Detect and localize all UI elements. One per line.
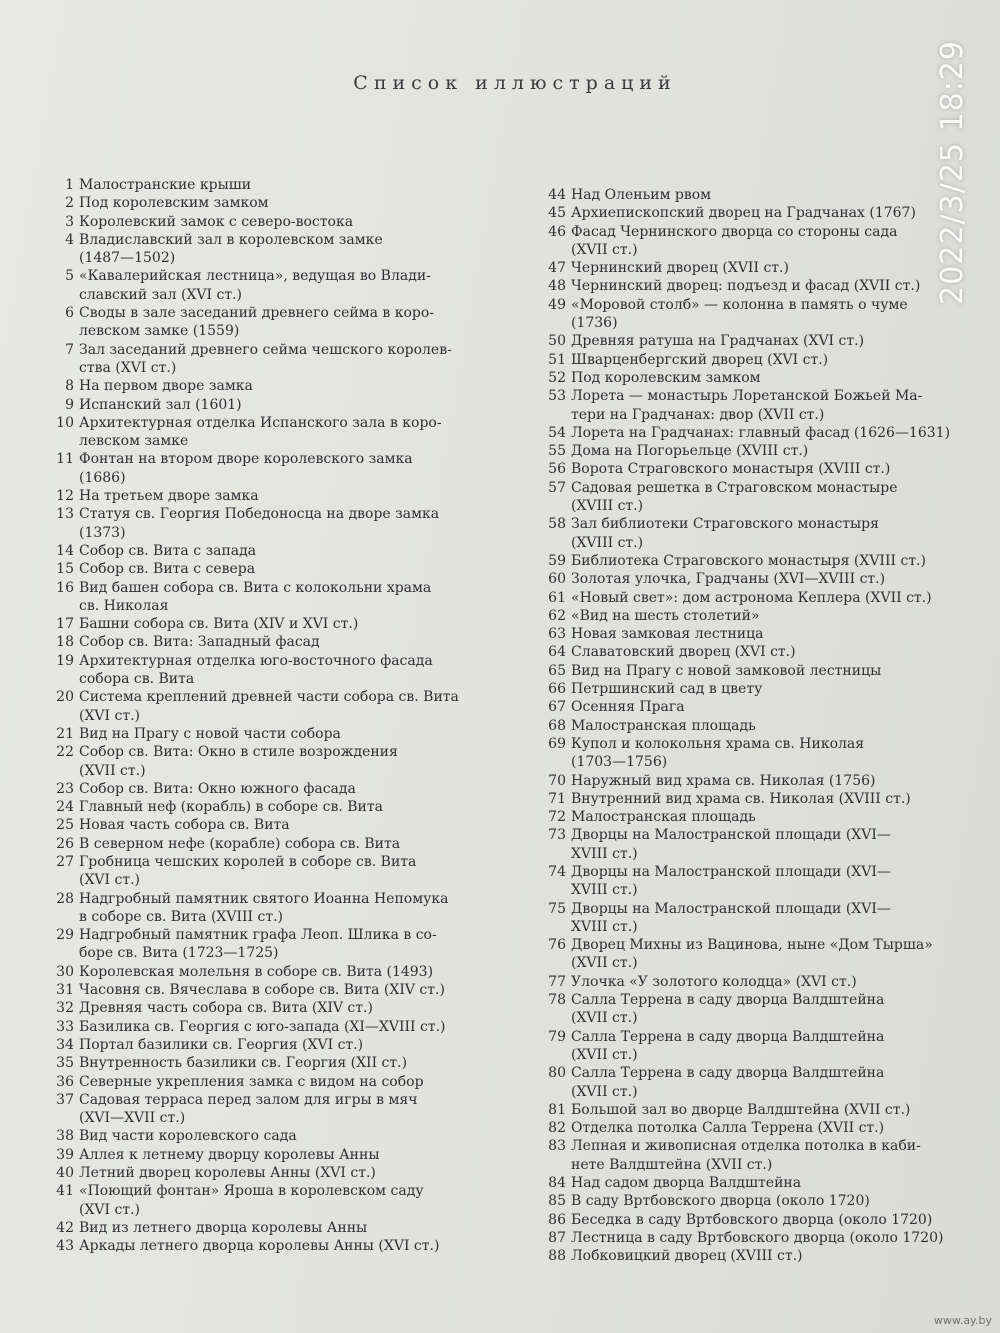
item-caption: Вид части королевского сада <box>79 1128 297 1145</box>
item-number: 39 <box>56 1146 74 1163</box>
list-item <box>540 936 980 973</box>
item-caption: Система креплений древней части собора св. Вита (XVI ст.) <box>79 689 459 724</box>
item-caption: Беседка в саду Вртбовского дворца (около 1720) <box>571 1211 933 1228</box>
item-number: 59 <box>548 552 566 569</box>
item-caption: Своды в зале заседаний древнего сейма в коро- левском замке (1559) <box>79 305 435 340</box>
item-number: 77 <box>548 973 566 990</box>
item-number: 41 <box>56 1183 74 1200</box>
list-item <box>48 1219 508 1237</box>
list-item <box>48 505 508 542</box>
item-caption: Лестница в саду Вртбовского дворца (около 1720) <box>571 1229 944 1246</box>
item-caption: «Новый свет»: дом астронома Кеплера (XVII ст.) <box>571 589 932 606</box>
list-item <box>540 277 980 295</box>
list-item <box>540 259 980 277</box>
item-number: 26 <box>56 835 74 852</box>
list-item <box>48 304 508 341</box>
item-number: 38 <box>56 1128 74 1145</box>
item-caption: Главный неф (корабль) в соборе св. Вита <box>79 799 383 816</box>
item-caption: Дворец Михны из Вацинова, ныне «Дом Тырша» (XVII ст.) <box>571 937 933 972</box>
item-number: 2 <box>65 195 74 212</box>
item-caption: Королевская молельня в соборе св. Вита (1493) <box>79 963 434 980</box>
list-item <box>48 194 508 212</box>
item-number: 73 <box>548 827 566 844</box>
item-caption: Дворцы на Малостранской площади (XVI— XVIII ст.) <box>571 863 891 899</box>
item-number: 15 <box>56 561 74 578</box>
item-number: 21 <box>56 725 74 742</box>
item-number: 36 <box>56 1073 74 1090</box>
item-caption: Новая замковая лестница <box>571 626 764 643</box>
item-number: 19 <box>56 652 74 669</box>
item-caption: Северные укрепления замка с видом на собор <box>79 1073 424 1090</box>
list-item <box>48 1091 508 1128</box>
item-caption: Собор св. Вита с запада <box>79 542 257 559</box>
list-item <box>540 717 980 735</box>
item-number: 85 <box>548 1193 566 1210</box>
item-caption: Петршинский сад в цвету <box>571 681 763 698</box>
item-number: 45 <box>548 205 566 222</box>
list-item <box>540 826 980 863</box>
list-item <box>48 981 508 999</box>
list-item <box>48 450 508 487</box>
item-number: 6 <box>65 305 74 322</box>
item-number: 12 <box>56 488 74 505</box>
list-item <box>48 798 508 816</box>
item-caption: Аллея к летнему дворцу королевы Анны <box>79 1146 380 1163</box>
item-caption: Собор св. Вита с севера <box>79 561 256 578</box>
item-caption: Наружный вид храма св. Николая (1756) <box>571 772 876 789</box>
list-item <box>540 790 980 808</box>
item-caption: Лорета на Градчанах: главный фасад (1626—1631) <box>571 424 951 441</box>
item-number: 72 <box>548 809 566 826</box>
item-number: 24 <box>56 799 74 816</box>
item-number: 47 <box>548 260 566 277</box>
item-caption: Под королевским замком <box>571 369 761 386</box>
item-caption: Древняя часть собора св. Вита (XIV ст.) <box>79 1000 373 1017</box>
item-number: 51 <box>548 351 566 368</box>
item-caption: Отделка потолка Салла Террена (XVII ст.) <box>571 1120 885 1137</box>
item-number: 57 <box>548 479 566 496</box>
list-item <box>540 570 980 588</box>
item-caption: Внутренность базилики св. Георгия (XII ст.) <box>79 1055 408 1072</box>
list-item <box>48 414 508 451</box>
item-caption: Садовая решетка в Страговском монастыре (XVIII ст.) <box>571 479 898 515</box>
item-number: 87 <box>548 1229 566 1246</box>
item-caption: Над садом дворца Валдштейна <box>571 1175 802 1192</box>
list-item <box>48 560 508 578</box>
item-caption: Зал заседаний древнего сейма чешского королев- ства (XVI ст.) <box>79 341 452 376</box>
item-number: 80 <box>548 1065 566 1082</box>
item-number: 5 <box>65 268 74 285</box>
item-number: 42 <box>56 1219 74 1236</box>
list-item <box>540 1229 980 1247</box>
item-number: 84 <box>548 1175 566 1192</box>
item-number: 79 <box>548 1028 566 1045</box>
item-caption: Под королевским замком <box>79 195 269 212</box>
item-number: 30 <box>56 963 74 980</box>
list-item <box>540 442 980 460</box>
list-item <box>48 267 508 304</box>
item-number: 70 <box>548 772 566 789</box>
item-number: 53 <box>548 388 566 405</box>
list-item <box>48 835 508 853</box>
item-caption: Вид башен собора св. Вита с колокольни храма св. Николая <box>79 579 432 614</box>
list-item <box>540 1192 980 1210</box>
illustrations-list-right <box>540 186 980 1266</box>
list-item <box>540 1137 980 1174</box>
item-number: 13 <box>56 506 74 523</box>
item-caption: Малостранские крыши <box>79 177 252 193</box>
item-caption: Лорета — монастырь Лоретанской Божьей Ма- тери на Градчанах: двор (XVII ст.) <box>571 388 923 423</box>
list-item <box>540 479 980 516</box>
list-item <box>48 652 508 689</box>
list-item <box>540 607 980 625</box>
site-watermark: www.ay.by <box>933 1314 992 1327</box>
item-caption: Древняя ратуша на Градчанах (XVI ст.) <box>571 333 865 350</box>
item-caption: Салла Террена в саду дворца Валдштейна (XVII ст.) <box>571 992 885 1027</box>
item-number: 60 <box>548 571 566 588</box>
list-item <box>48 231 508 268</box>
list-item <box>540 186 980 204</box>
item-caption: Купол и колокольня храма св. Николая (1703—1756) <box>571 735 865 771</box>
list-item <box>540 1211 980 1229</box>
list-item <box>48 377 508 395</box>
list-item <box>540 735 980 772</box>
item-number: 63 <box>548 626 566 643</box>
list-item <box>540 1028 980 1065</box>
item-caption: Владиславский зал в королевском замке (1487—1502) <box>79 231 383 267</box>
list-item <box>540 369 980 387</box>
list-item <box>48 688 508 725</box>
list-item <box>48 890 508 927</box>
item-caption: Базилика св. Георгия с юго-запада (XI—XVIII ст.) <box>79 1018 446 1035</box>
item-number: 66 <box>548 681 566 698</box>
list-item <box>48 1073 508 1091</box>
illustrations-list-left <box>48 176 508 1256</box>
list-item <box>48 341 508 378</box>
item-number: 54 <box>548 424 566 441</box>
list-item <box>540 698 980 716</box>
item-caption: Малостранская площадь <box>571 809 756 826</box>
item-number: 58 <box>548 516 566 533</box>
item-number: 88 <box>548 1248 566 1265</box>
item-caption: Зал библиотеки Страговского монастыря (XVIII ст.) <box>571 516 879 551</box>
item-number: 43 <box>56 1238 74 1255</box>
list-item <box>48 963 508 981</box>
item-number: 65 <box>548 662 566 679</box>
item-caption: «Вид на шесть столетий» <box>571 607 760 624</box>
list-item <box>48 542 508 560</box>
item-caption: Дома на Погорьельце (XVIII ст.) <box>571 443 809 460</box>
list-item <box>540 863 980 900</box>
item-caption: Собор св. Вита: Окно в стиле возрождения (XVII ст.) <box>79 744 398 779</box>
item-caption: Надгробный памятник святого Иоанна Непомука в соборе св. Вита (XVIII ст.) <box>79 890 449 925</box>
item-number: 4 <box>65 231 74 248</box>
list-item <box>540 772 980 790</box>
item-caption: «Моровой столб» — колонна в память о чуме (1736) <box>571 296 908 332</box>
list-item <box>48 816 508 834</box>
item-caption: Собор св. Вита: Западный фасад <box>79 634 320 651</box>
list-item <box>540 515 980 552</box>
item-number: 31 <box>56 982 74 999</box>
item-caption: Вид из летнего дворца королевы Анны <box>79 1219 368 1236</box>
list-item <box>48 633 508 651</box>
item-number: 64 <box>548 644 566 661</box>
item-caption: Славатовский дворец (XVI ст.) <box>571 644 796 661</box>
item-caption: Вид на Прагу с новой замковой лестницы <box>571 662 882 679</box>
list-item <box>48 780 508 798</box>
list-item <box>48 1164 508 1182</box>
item-caption: Летний дворец королевы Анны (XVI ст.) <box>79 1165 376 1182</box>
list-item <box>540 662 980 680</box>
item-caption: Новая часть собора св. Вита <box>79 817 290 834</box>
list-item <box>48 579 508 616</box>
item-number: 7 <box>65 341 74 358</box>
list-item <box>48 1054 508 1072</box>
list-item <box>540 1119 980 1137</box>
item-number: 40 <box>56 1165 74 1182</box>
list-item <box>48 1036 508 1054</box>
list-item <box>48 213 508 231</box>
list-item <box>540 387 980 424</box>
item-number: 8 <box>65 378 74 395</box>
item-caption: Архитектурная отделка Испанского зала в коро- левском замке <box>79 414 442 450</box>
item-caption: Фасад Чернинского дворца со стороны сада (XVII ст.) <box>571 223 898 258</box>
list-item <box>48 487 508 505</box>
item-number: 71 <box>548 790 566 807</box>
list-item <box>48 1146 508 1164</box>
item-number: 16 <box>56 579 74 596</box>
item-caption: Архиепископский дворец на Градчанах (1767) <box>571 205 916 222</box>
item-number: 17 <box>56 616 74 633</box>
item-number: 22 <box>56 744 74 761</box>
item-number: 29 <box>56 927 74 944</box>
item-caption: Салла Террена в саду дворца Валдштейна (XVII ст.) <box>571 1065 885 1100</box>
list-item <box>540 680 980 698</box>
item-number: 44 <box>548 187 566 203</box>
item-number: 27 <box>56 853 74 870</box>
item-caption: Испанский зал (1601) <box>79 396 242 413</box>
item-number: 9 <box>65 396 74 413</box>
list-item <box>540 460 980 478</box>
item-caption: Собор св. Вита: Окно южного фасада <box>79 780 356 797</box>
item-number: 46 <box>548 223 566 240</box>
list-item <box>540 643 980 661</box>
list-item <box>48 176 508 194</box>
list-item <box>540 1174 980 1192</box>
item-caption: Малостранская площадь <box>571 717 756 734</box>
item-number: 50 <box>548 333 566 350</box>
item-caption: Садовая терраса перед залом для игры в мяч (XVI—XVII ст.) <box>79 1091 418 1127</box>
item-caption: В северном нефе (корабле) собора св. Вита <box>79 835 401 852</box>
item-number: 74 <box>548 863 566 880</box>
list-item <box>48 396 508 414</box>
item-caption: Лобковицкий дворец (XVIII ст.) <box>571 1248 803 1265</box>
item-caption: Чернинский дворец: подъезд и фасад (XVII ст.) <box>571 278 921 295</box>
item-caption: Часовня св. Вячеслава в соборе св. Вита (XIV ст.) <box>79 982 445 999</box>
list-item <box>540 204 980 222</box>
item-number: 33 <box>56 1018 74 1035</box>
list-item <box>540 808 980 826</box>
item-number: 83 <box>548 1138 566 1155</box>
item-number: 10 <box>56 414 74 431</box>
item-number: 56 <box>548 461 566 478</box>
item-number: 55 <box>548 443 566 460</box>
item-caption: Статуя св. Георгия Победоносца на дворе замка (1373) <box>79 506 440 541</box>
page-title: Список иллюстраций <box>353 72 677 94</box>
list-item <box>540 589 980 607</box>
list-item <box>540 1064 980 1101</box>
list-item <box>48 999 508 1017</box>
list-item <box>540 625 980 643</box>
list-item <box>48 1018 508 1036</box>
item-caption: Большой зал во дворце Валдштейна (XVII ст.) <box>571 1101 911 1118</box>
item-number: 82 <box>548 1120 566 1137</box>
item-caption: На третьем дворе замка <box>79 488 259 505</box>
item-caption: Чернинский дворец (XVII ст.) <box>571 260 789 277</box>
item-caption: Шварценбергский дворец (XVI ст.) <box>571 351 829 368</box>
item-caption: Фонтан на втором дворе королевского замка (1686) <box>79 451 413 486</box>
item-number: 1 <box>65 177 74 193</box>
list-item <box>540 1247 980 1265</box>
photo-timestamp: 2022/3/25 18:29 <box>935 40 970 305</box>
item-number: 75 <box>548 900 566 917</box>
list-item <box>48 853 508 890</box>
item-caption: «Поющий фонтан» Яроша в королевском саду (XVI ст.) <box>79 1183 424 1218</box>
item-number: 52 <box>548 369 566 386</box>
item-caption: «Кавалерийская лестница», ведущая во Влади- славский зал (XVI ст.) <box>79 268 431 303</box>
list-item <box>540 973 980 991</box>
item-caption: Осенняя Прага <box>571 699 685 716</box>
item-caption: Дворцы на Малостранской площади (XVI— XVIII ст.) <box>571 900 891 935</box>
item-caption: В саду Вртбовского дворца (около 1720) <box>571 1193 870 1210</box>
list-item <box>48 926 508 963</box>
list-item <box>540 991 980 1028</box>
item-number: 18 <box>56 634 74 651</box>
item-number: 25 <box>56 817 74 834</box>
list-item <box>540 552 980 570</box>
item-caption: Лепная и живописная отделка потолка в каби- нете Валдштейна (XVII ст.) <box>571 1138 921 1173</box>
list-item <box>540 424 980 442</box>
item-number: 23 <box>56 780 74 797</box>
list-item <box>540 332 980 350</box>
item-caption: На первом дворе замка <box>79 378 253 395</box>
item-caption: Аркады летнего дворца королевы Анны (XVI ст.) <box>79 1238 440 1255</box>
list-item <box>48 615 508 633</box>
item-caption: Архитектурная отделка юго-восточного фасада собора св. Вита <box>79 652 433 688</box>
item-caption: Надгробный памятник графа Леоп. Шлика в со- боре св. Вита (1723—1725) <box>79 927 437 962</box>
list-item <box>540 351 980 369</box>
list-item <box>48 725 508 743</box>
item-number: 28 <box>56 890 74 907</box>
item-number: 81 <box>548 1101 566 1118</box>
item-number: 48 <box>548 278 566 295</box>
item-number: 20 <box>56 689 74 706</box>
item-caption: Дворцы на Малостранской площади (XVI— XVIII ст.) <box>571 827 891 862</box>
item-caption: Королевский замок с северо-востока <box>79 213 354 230</box>
item-number: 69 <box>548 735 566 752</box>
item-number: 11 <box>56 451 74 468</box>
item-number: 61 <box>548 589 566 606</box>
item-number: 32 <box>56 1000 74 1017</box>
item-caption: Над Оленьим рвом <box>571 187 712 203</box>
list-item <box>540 1101 980 1119</box>
item-number: 78 <box>548 992 566 1009</box>
item-number: 14 <box>56 542 74 559</box>
item-caption: Башни собора св. Вита (XIV и XVI ст.) <box>79 616 359 633</box>
item-caption: Ворота Страговского монастыря (XVIII ст.) <box>571 461 891 478</box>
item-number: 3 <box>65 213 74 230</box>
item-number: 76 <box>548 937 566 954</box>
item-number: 68 <box>548 717 566 734</box>
list-item <box>48 1237 508 1255</box>
item-caption: Золотая улочка, Градчаны (XVI—XVIII ст.) <box>571 571 886 588</box>
item-number: 86 <box>548 1211 566 1228</box>
list-item <box>540 223 980 260</box>
item-caption: Вид на Прагу с новой части собора <box>79 725 341 742</box>
item-caption: Портал базилики св. Георгия (XVI ст.) <box>79 1036 364 1053</box>
item-number: 35 <box>56 1055 74 1072</box>
list-item <box>48 743 508 780</box>
item-caption: Улочка «У золотого колодца» (XVI ст.) <box>571 973 857 990</box>
item-caption: Салла Террена в саду дворца Валдштейна (XVII ст.) <box>571 1028 885 1063</box>
list-item <box>48 1127 508 1145</box>
item-caption: Библиотека Страговского монастыря (XVIII ст.) <box>571 552 926 569</box>
item-caption: Внутренний вид храма св. Николая (XVIII ст.) <box>571 790 911 807</box>
item-number: 67 <box>548 699 566 716</box>
item-number: 34 <box>56 1036 74 1053</box>
list-item <box>540 296 980 333</box>
list-item <box>48 1182 508 1219</box>
list-item <box>540 900 980 937</box>
item-caption: Гробница чешских королей в соборе св. Вита (XVI ст.) <box>79 853 417 889</box>
item-number: 62 <box>548 607 566 624</box>
item-number: 49 <box>548 296 566 313</box>
item-number: 37 <box>56 1091 74 1108</box>
